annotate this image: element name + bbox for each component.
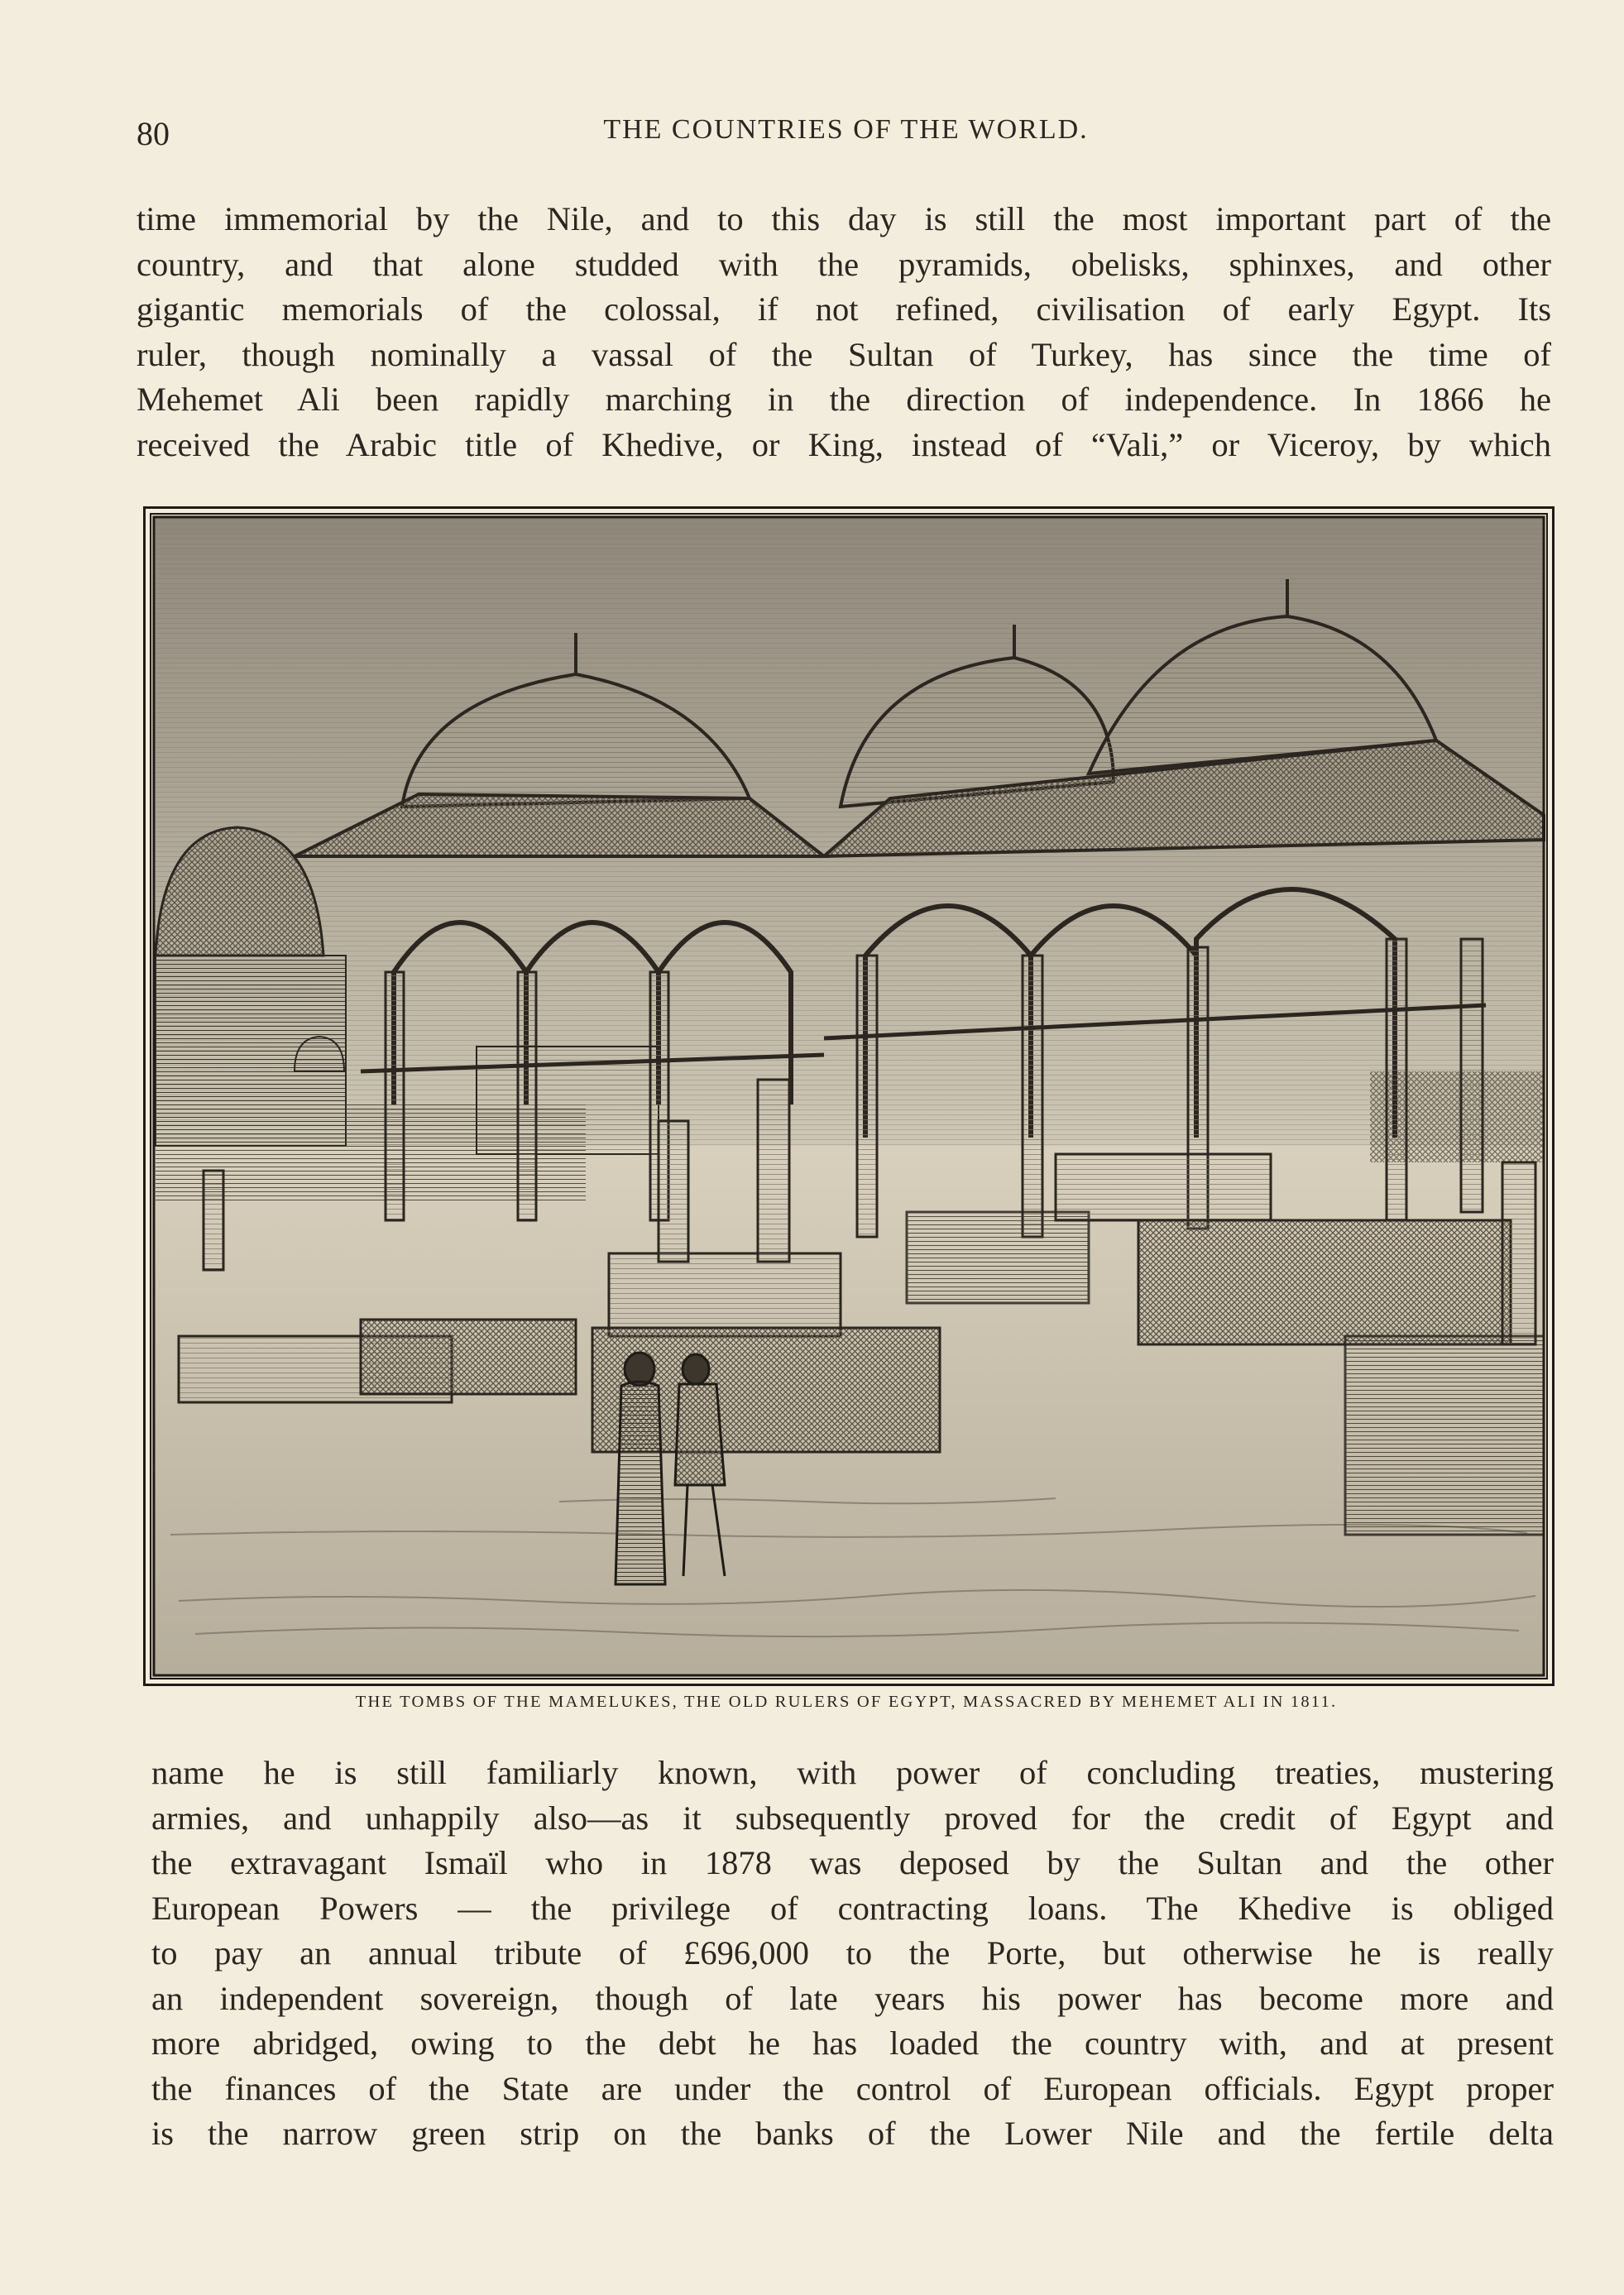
running-title: THE COUNTRIES OF THE WORLD. bbox=[603, 114, 1089, 145]
text-line: ruler, though nominally a vassal of the Sultan of Turkey, has since the time of bbox=[137, 335, 1551, 373]
text-line: Mehemet Ali been rapidly marching in the direction of independence. In 1866 he bbox=[137, 381, 1551, 418]
page-number: 80 bbox=[137, 115, 170, 152]
text-line: name he is still familiarly known, with power of concluding treaties, mustering bbox=[151, 1754, 1554, 1791]
text-line: the finances of the State are under the control of European officials. Egypt proper bbox=[151, 2069, 1554, 2107]
text-line: is the narrow green strip on the banks of the Lower Nile and the fertile delta bbox=[151, 2115, 1554, 2152]
text-line: more abridged, owing to the debt he has loaded the country with, and at present bbox=[151, 2024, 1554, 2062]
illustration-caption: THE TOMBS OF THE MAMELUKES, THE OLD RULERS OF EGYPT, MASSACRED BY MEHEMET ALI IN 1811. bbox=[355, 1693, 1338, 1711]
text-line: European Powers — the privilege of contracting loans. The Khedive is obliged bbox=[151, 1889, 1554, 1927]
text-line: country, and that alone studded with the pyramids, obelisks, sphinxes, and other bbox=[137, 245, 1551, 283]
text-line: to pay an annual tribute of £696,000 to the Porte, but otherwise he is really bbox=[151, 1934, 1554, 1972]
paragraph-bottom bbox=[151, 1751, 1554, 2157]
text-line: gigantic memorials of the colossal, if not refined, civilisation of early Egypt. Its bbox=[137, 290, 1551, 328]
tombs-engraving bbox=[146, 509, 1552, 1684]
paragraph-top bbox=[137, 197, 1551, 467]
text-line: received the Arabic title of Khedive, or King, instead of “Vali,” or Viceroy, by which bbox=[137, 425, 1551, 463]
engraving-illustration bbox=[143, 506, 1555, 1686]
text-line: the extravagant Ismaïl who in 1878 was deposed by the Sultan and the other bbox=[151, 1844, 1554, 1881]
text-line: time immemorial by the Nile, and to this day is still the most important part of the bbox=[137, 200, 1551, 237]
text-line: armies, and unhappily also—as it subsequently proved for the credit of Egypt and bbox=[151, 1799, 1554, 1837]
page-header bbox=[137, 114, 1555, 172]
text-line: an independent sovereign, though of late years his power has become more and bbox=[151, 1979, 1554, 2017]
